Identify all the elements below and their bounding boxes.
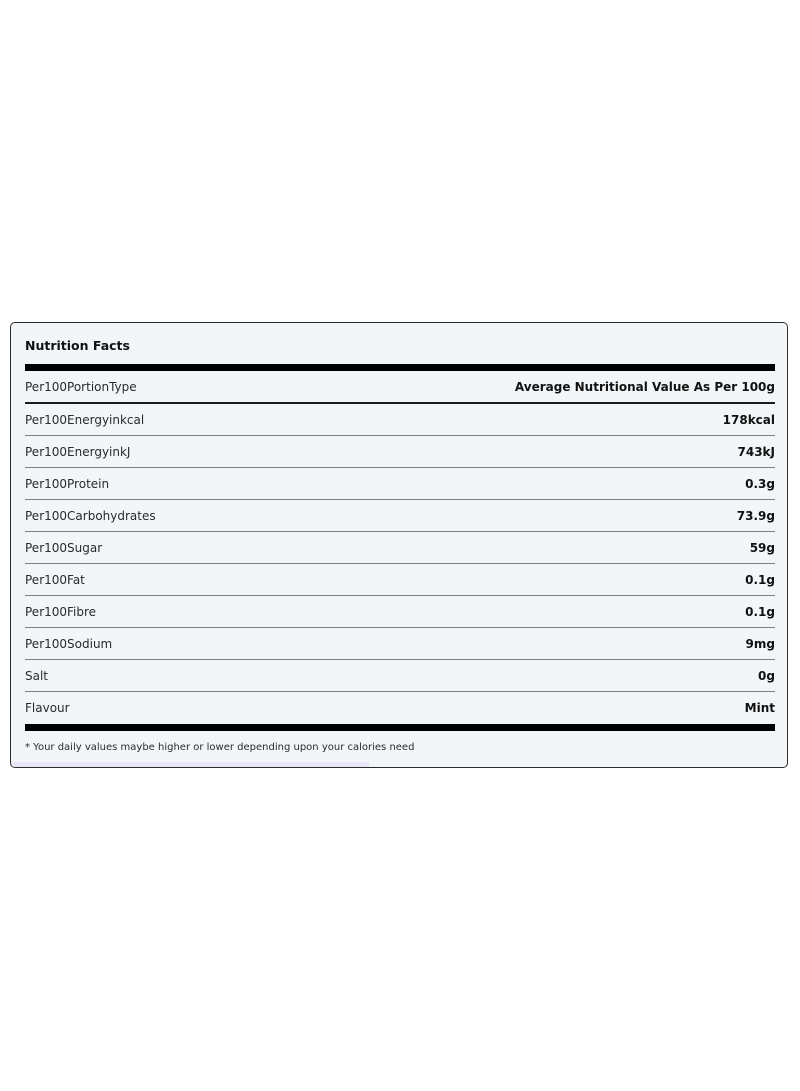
- nutrition-rows: [25, 371, 775, 723]
- clipped-overflow-strip: [11, 762, 369, 768]
- row-value: 0.1g: [745, 572, 775, 587]
- row-value: 0.1g: [745, 604, 775, 619]
- row-value: 9mg: [745, 636, 775, 651]
- row-label: Per100Energyinkcal: [25, 412, 145, 427]
- row-value: 178kcal: [722, 412, 775, 427]
- table-row: [25, 564, 775, 596]
- table-row: [25, 371, 775, 404]
- row-label: Per100Carbohydrates: [25, 508, 156, 523]
- row-label: Per100Sodium: [25, 636, 113, 651]
- nutrition-facts-title: Nutrition Facts: [25, 338, 130, 353]
- table-row: [25, 628, 775, 660]
- row-label: Per100EnergyinkJ: [25, 444, 131, 459]
- row-value: Mint: [744, 700, 775, 715]
- table-row: [25, 596, 775, 628]
- table-row: [25, 436, 775, 468]
- nutrition-facts-panel: [10, 322, 788, 768]
- row-value: Average Nutritional Value As Per 100g: [514, 379, 775, 394]
- table-row: [25, 404, 775, 436]
- footer-divider-bar: [25, 724, 775, 731]
- row-label: Per100PortionType: [25, 379, 137, 394]
- row-value: 0g: [758, 668, 775, 683]
- table-row: [25, 468, 775, 500]
- table-row: [25, 532, 775, 564]
- row-label: Salt: [25, 668, 49, 683]
- row-label: Per100Sugar: [25, 540, 103, 555]
- row-label: Per100Fibre: [25, 604, 97, 619]
- table-row: [25, 500, 775, 532]
- row-label: Per100Protein: [25, 476, 110, 491]
- table-row: [25, 660, 775, 692]
- row-value: 73.9g: [736, 508, 775, 523]
- row-label: Per100Fat: [25, 572, 85, 587]
- row-value: 0.3g: [745, 476, 775, 491]
- row-value: 743kJ: [737, 444, 775, 459]
- table-row: [25, 692, 775, 723]
- daily-values-footnote: * Your daily values maybe higher or lower depending upon your calories need: [25, 742, 415, 753]
- row-value: 59g: [749, 540, 775, 555]
- row-label: Flavour: [25, 700, 70, 715]
- header-divider-bar: [25, 364, 775, 371]
